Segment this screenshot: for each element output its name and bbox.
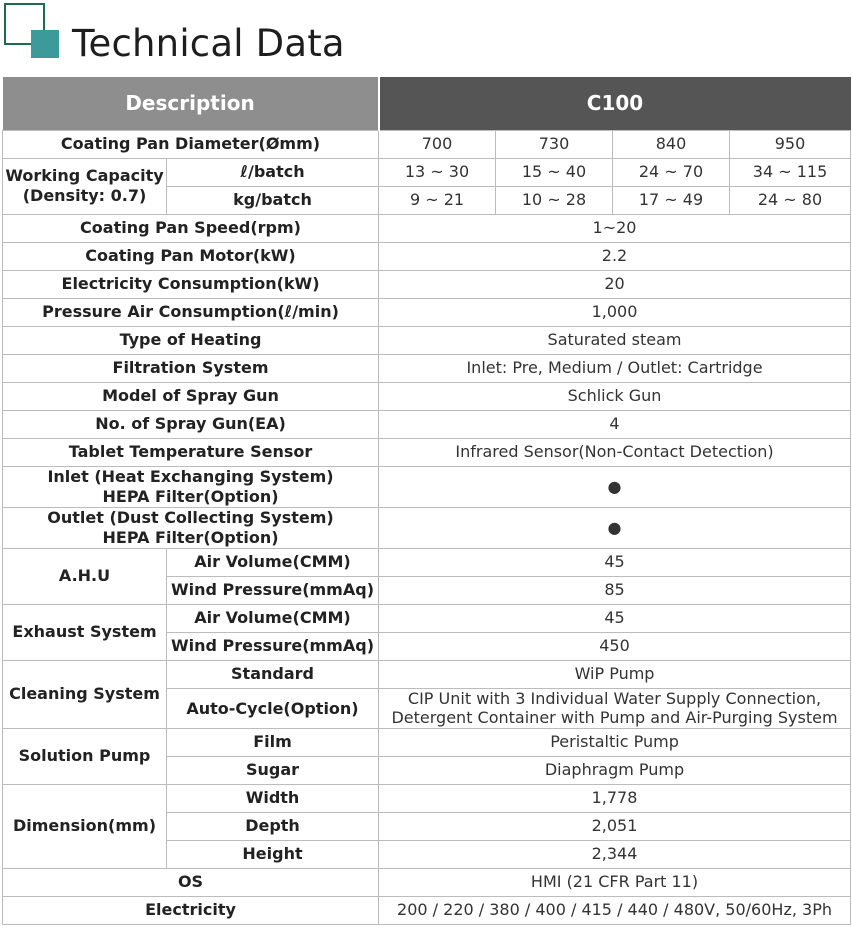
sub-label: Sugar (167, 756, 379, 784)
sub-label: Wind Pressure(mmAq) (167, 632, 379, 660)
group-label-line: Working Capacity (5, 166, 164, 185)
cell-value: 9 ~ 21 (379, 186, 496, 214)
row-label-line: HEPA Filter(Option) (102, 527, 279, 547)
cell-value: 24 ~ 80 (730, 186, 851, 214)
sub-label: ℓ/batch (167, 158, 379, 186)
row-label: Tablet Temperature Sensor (3, 438, 379, 466)
group-label: A.H.U (3, 548, 167, 604)
row-label: Filtration System (3, 354, 379, 382)
table-row (3, 466, 851, 507)
table-row (3, 507, 851, 548)
cell-value: 840 (613, 130, 730, 158)
table-row (3, 354, 851, 382)
group-label-line: (Density: 0.7) (22, 186, 147, 205)
cell-value: Inlet: Pre, Medium / Outlet: Cartridge (379, 354, 851, 382)
row-label: Electricity (3, 896, 379, 924)
sub-label: Width (167, 784, 379, 812)
technical-data-table (2, 77, 851, 925)
table-row (3, 326, 851, 354)
row-label: Model of Spray Gun (3, 382, 379, 410)
cell-value: 85 (379, 576, 851, 604)
table-row (3, 660, 851, 688)
table-row (3, 438, 851, 466)
cell-value: Infrared Sensor(Non-Contact Detection) (379, 438, 851, 466)
cell-value: 4 (379, 410, 851, 438)
cell-value: 450 (379, 632, 851, 660)
cell-value: 730 (496, 130, 613, 158)
row-label: Coating Pan Speed(rpm) (3, 214, 379, 242)
row-label-line: Outlet (Dust Collecting System) (47, 507, 334, 527)
row-label-line: Inlet (Heat Exchanging System) (47, 466, 334, 486)
group-label: Exhaust System (3, 604, 167, 660)
table-row (3, 214, 851, 242)
row-label: No. of Spray Gun(EA) (3, 410, 379, 438)
included-bullet-icon: ● (607, 476, 622, 496)
group-label: Cleaning System (3, 660, 167, 728)
cell-value: 1,778 (379, 784, 851, 812)
row-label-line: HEPA Filter(Option) (102, 486, 279, 506)
cell-value: 200 / 220 / 380 / 400 / 415 / 440 / 480V, 50/60Hz, 3Ph (379, 896, 851, 924)
header-description: Description (3, 77, 379, 130)
cell-value (379, 688, 851, 728)
sub-label: Height (167, 840, 379, 868)
row-label (3, 466, 379, 507)
row-label: Coating Pan Diameter(Ømm) (3, 130, 379, 158)
table-row (3, 548, 851, 576)
cell-value: 10 ~ 28 (496, 186, 613, 214)
table-row (3, 410, 851, 438)
table-row (3, 130, 851, 158)
cell-value: 13 ~ 30 (379, 158, 496, 186)
cell-value: 2.2 (379, 242, 851, 270)
cell-value-line: Detergent Container with Pump and Air-Purging System (391, 708, 838, 727)
cell-value: 45 (379, 548, 851, 576)
table-row (3, 242, 851, 270)
cell-value: 2,051 (379, 812, 851, 840)
cell-value-line: CIP Unit with 3 Individual Water Supply Connection, (407, 689, 822, 708)
sub-label: Auto-Cycle(Option) (167, 688, 379, 728)
cell-value: 34 ~ 115 (730, 158, 851, 186)
sub-label: Air Volume(CMM) (167, 548, 379, 576)
cell-value: 1~20 (379, 214, 851, 242)
cell-value: Diaphragm Pump (379, 756, 851, 784)
group-label: Dimension(mm) (3, 784, 167, 868)
table-row (3, 784, 851, 812)
table-row (3, 382, 851, 410)
cell-value: 15 ~ 40 (496, 158, 613, 186)
cell-value: 2,344 (379, 840, 851, 868)
sub-label: Air Volume(CMM) (167, 604, 379, 632)
sub-label: Wind Pressure(mmAq) (167, 576, 379, 604)
cell-value: Saturated steam (379, 326, 851, 354)
cell-value: HMI (21 CFR Part 11) (379, 868, 851, 896)
cell-value: WiP Pump (379, 660, 851, 688)
cell-value: 45 (379, 604, 851, 632)
table-row (3, 158, 851, 186)
row-label: Coating Pan Motor(kW) (3, 242, 379, 270)
table-row (3, 270, 851, 298)
sub-label: Film (167, 728, 379, 756)
row-label: Pressure Air Consumption(ℓ/min) (3, 298, 379, 326)
section-logo-icon (4, 3, 60, 59)
page-title: Technical Data (72, 22, 345, 65)
row-label: Electricity Consumption(kW) (3, 270, 379, 298)
table-row (3, 604, 851, 632)
cell-value: Schlick Gun (379, 382, 851, 410)
row-label (3, 507, 379, 548)
row-label: Type of Heating (3, 326, 379, 354)
cell-value (379, 466, 851, 507)
cell-value: 24 ~ 70 (613, 158, 730, 186)
header-model: C100 (379, 77, 851, 130)
table-header-row (3, 77, 851, 130)
group-label (3, 158, 167, 214)
section-heading (0, 0, 852, 76)
cell-value: 17 ~ 49 (613, 186, 730, 214)
cell-value: Peristaltic Pump (379, 728, 851, 756)
group-label: Solution Pump (3, 728, 167, 784)
sub-label: Standard (167, 660, 379, 688)
table-row (3, 728, 851, 756)
sub-label: kg/batch (167, 186, 379, 214)
cell-value: 1,000 (379, 298, 851, 326)
table-row (3, 298, 851, 326)
table-row (3, 868, 851, 896)
included-bullet-icon: ● (607, 517, 622, 537)
table-row (3, 896, 851, 924)
cell-value: 20 (379, 270, 851, 298)
sub-label: Depth (167, 812, 379, 840)
cell-value: 700 (379, 130, 496, 158)
cell-value (379, 507, 851, 548)
cell-value: 950 (730, 130, 851, 158)
row-label: OS (3, 868, 379, 896)
